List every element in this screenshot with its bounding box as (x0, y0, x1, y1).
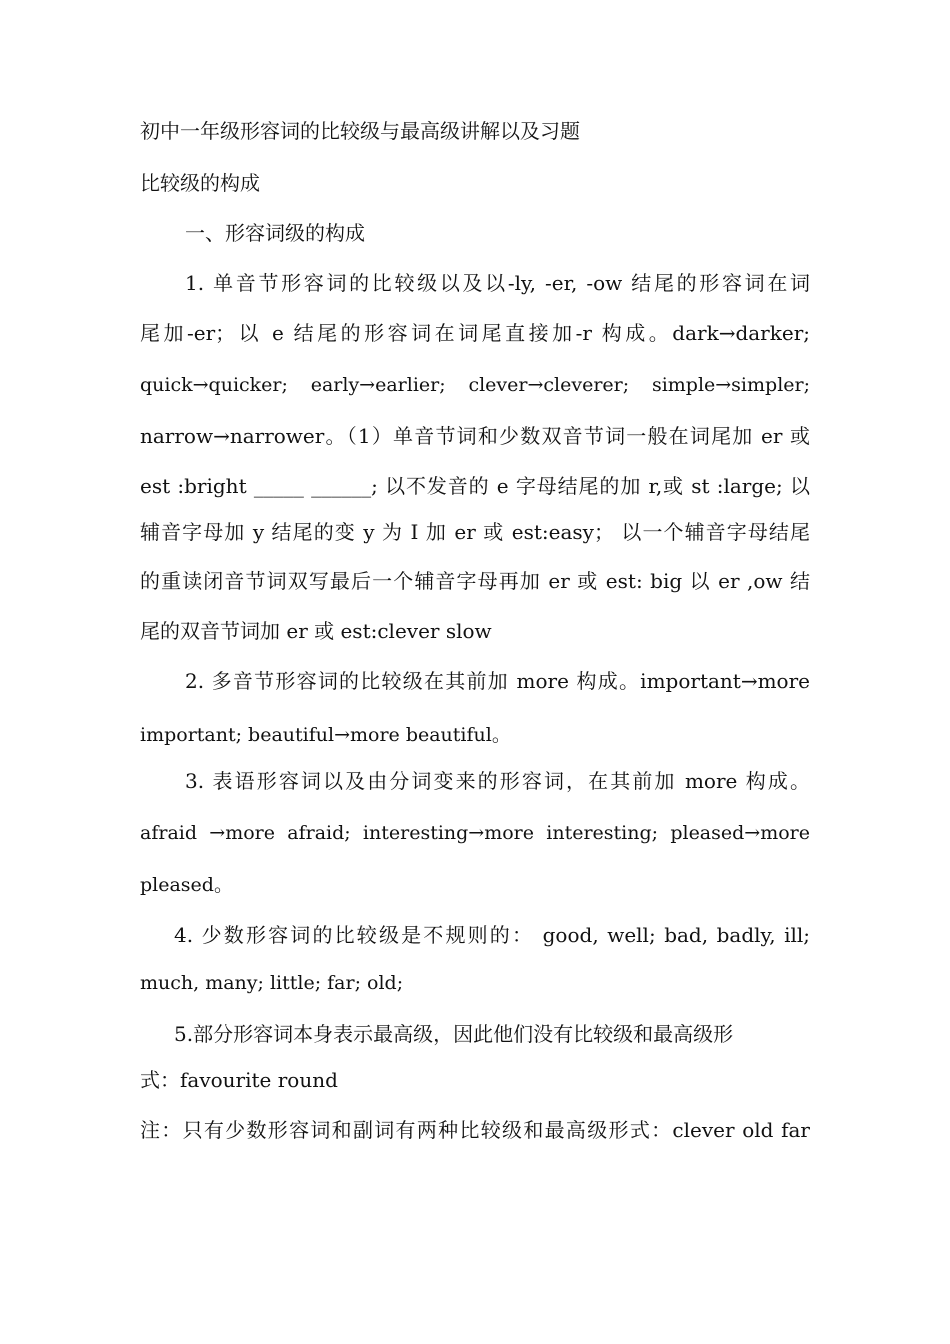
paragraph-line: 4. 少数形容词的比较级是不规则的： good, well; bad, badly, ill; (174, 923, 810, 947)
paragraph-line: narrow→narrower。（1）单音节词和少数双音节词一般在词尾加 er 或 (140, 424, 810, 448)
paragraph-line: 2. 多音节形容词的比较级在其前加 more 构成。important→more (185, 669, 810, 693)
paragraph-line: 3. 表语形容词以及由分词变来的形容词，在其前加 more 构成。 (185, 769, 810, 793)
section-title: 一、形容词级的构成 (185, 221, 365, 245)
paragraph-line: 辅音字母加 y 结尾的变 y 为 I 加 er 或 est:easy； 以一个辅音字母结尾 (140, 520, 810, 544)
paragraph-line: 5.部分形容词本身表示最高级，因此他们没有比较级和最高级形 (174, 1022, 734, 1046)
paragraph-line: pleased。 (140, 874, 233, 896)
paragraph-line: est :bright _____ ______; 以不发音的 e 字母结尾的加 r,或 st :large; 以 (140, 474, 810, 498)
paragraph-line: quick→quicker; early→earlier; clever→cleverer; simple→simpler; (140, 374, 810, 396)
paragraph-line: 尾的双音节词加 er 或 est:clever slow (140, 619, 492, 643)
document-title: 初中一年级形容词的比较级与最高级讲解以及习题 (140, 119, 580, 143)
paragraph-line: important; beautiful→more beautiful。 (140, 724, 511, 746)
paragraph-line: 的重读闭音节词双写最后一个辅音字母再加 er 或 est: big 以 er ,ow 结 (140, 569, 810, 593)
note-line: 注：只有少数形容词和副词有两种比较级和最高级形式：clever old far (140, 1118, 810, 1142)
paragraph-line: afraid →more afraid; interesting→more interesting; pleased→more (140, 822, 810, 844)
heading-comparative-formation: 比较级的构成 (140, 171, 260, 195)
paragraph-line: much, many; little; far; old; (140, 972, 404, 994)
paragraph-line: 1. 单音节形容词的比较级以及以-ly, -er, -ow 结尾的形容词在词 (185, 271, 810, 295)
paragraph-line: 式：favourite round (140, 1068, 338, 1092)
paragraph-line: 尾加-er；以 e 结尾的形容词在词尾直接加-r 构成。dark→darker; (140, 321, 810, 345)
